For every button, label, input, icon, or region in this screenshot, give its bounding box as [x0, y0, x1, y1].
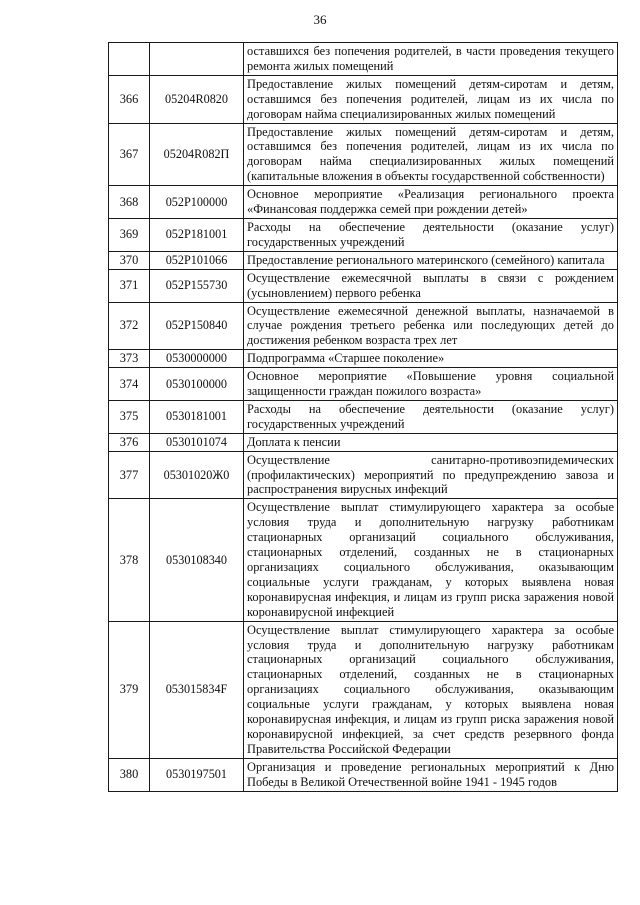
expense-description: Основное мероприятие «Повышение уровня социальной защищенности граждан пожилого возраста»: [244, 368, 618, 401]
row-number: 371: [109, 269, 150, 302]
expense-description: Расходы на обеспечение деятельности (оказание услуг) государственных учреждений: [244, 218, 618, 251]
classification-code: 05204R082П: [150, 123, 244, 186]
budget-classification-table: [108, 42, 618, 792]
table-row: [109, 758, 618, 791]
table-row: [109, 499, 618, 621]
classification-code: 0530000000: [150, 350, 244, 368]
row-number: 380: [109, 758, 150, 791]
table-row: [109, 269, 618, 302]
table-row: [109, 368, 618, 401]
row-number: 377: [109, 451, 150, 499]
table-row: [109, 43, 618, 76]
classification-code: 0530101074: [150, 433, 244, 451]
expense-description: Осуществление выплат стимулирующего характера за особые условия труда и дополнительную нагрузку работникам стационарных организаций социального обслуживания, стационарных отделений, созданных не в стационарных организациях социального обслуживания, оказывающим социальные услуги гражданам, у которых выявлена новая коронавирусная инфекция, и лицам из групп риска заражения новой коронавирусной инфекцией, за счет средств резервного фонда Правительства Российской Федерации: [244, 621, 618, 758]
row-number: 369: [109, 218, 150, 251]
classification-code: 053015834F: [150, 621, 244, 758]
expense-description: Основное мероприятие «Реализация регионального проекта «Финансовая поддержка семей при рождении детей»: [244, 186, 618, 219]
expense-description: Организация и проведение региональных мероприятий к Дню Победы в Великой Отечественной войне 1941 - 1945 годов: [244, 758, 618, 791]
classification-code: 05301020Ж0: [150, 451, 244, 499]
table-row: [109, 218, 618, 251]
row-number: 376: [109, 433, 150, 451]
row-number: 372: [109, 302, 150, 350]
expense-description: Предоставление жилых помещений детям-сиротам и детям, оставшимся без попечения родителей, лицам из их числа по договорам найма специализированных жилых помещений: [244, 75, 618, 123]
classification-code: 0530100000: [150, 368, 244, 401]
classification-code: 052P101066: [150, 251, 244, 269]
table-row: [109, 350, 618, 368]
expense-description: Предоставление регионального материнского (семейного) капитала: [244, 251, 618, 269]
classification-code: [150, 43, 244, 76]
expense-description: Осуществление санитарно-противоэпидемических (профилактических) мероприятий по предупреждению завоза и распространения вирусных инфекций: [244, 451, 618, 499]
row-number: 373: [109, 350, 150, 368]
expense-description: оставшихся без попечения родителей, в части проведения текущего ремонта жилых помещений: [244, 43, 618, 76]
table-row: [109, 302, 618, 350]
table-row: [109, 75, 618, 123]
expense-description: Осуществление ежемесячной выплаты в связи с рождением (усыновлением) первого ребенка: [244, 269, 618, 302]
expense-description: Предоставление жилых помещений детям-сиротам и детям, оставшимся без попечения родителей, лицам из их числа по договорам найма специализированных жилых помещений (капитальные вложения в объекты государственной собственности): [244, 123, 618, 186]
row-number: 370: [109, 251, 150, 269]
row-number: 368: [109, 186, 150, 219]
classification-code: 0530108340: [150, 499, 244, 621]
classification-code: 0530181001: [150, 400, 244, 433]
classification-code: 05204R0820: [150, 75, 244, 123]
row-number: 367: [109, 123, 150, 186]
table-row: [109, 123, 618, 186]
table-row: [109, 251, 618, 269]
table-row: [109, 186, 618, 219]
row-number: 374: [109, 368, 150, 401]
expense-description: Доплата к пенсии: [244, 433, 618, 451]
expense-description: Осуществление выплат стимулирующего характера за особые условия труда и дополнительную нагрузку работникам стационарных организаций социального обслуживания, стационарных отделений, созданных не в стационарных организациях социального обслуживания, оказывающим социальные услуги гражданам, у которых выявлена новая коронавирусная инфекция, и лицам из групп риска заражения новой коронавирусной инфекцией: [244, 499, 618, 621]
classification-code: 052P100000: [150, 186, 244, 219]
table-row: [109, 433, 618, 451]
classification-code: 052P155730: [150, 269, 244, 302]
page-number: 36: [313, 12, 327, 27]
row-number: [109, 43, 150, 76]
table-body: [109, 43, 618, 792]
table-row: [109, 621, 618, 758]
expense-description: Осуществление ежемесячной денежной выплаты, назначаемой в случае рождения третьего ребенка или последующих детей до достижения ребенком возраста трех лет: [244, 302, 618, 350]
table-row: [109, 451, 618, 499]
classification-code: 052P150840: [150, 302, 244, 350]
row-number: 366: [109, 75, 150, 123]
row-number: 375: [109, 400, 150, 433]
classification-code: 0530197501: [150, 758, 244, 791]
row-number: 379: [109, 621, 150, 758]
expense-description: Расходы на обеспечение деятельности (оказание услуг) государственных учреждений: [244, 400, 618, 433]
expense-description: Подпрограмма «Старшее поколение»: [244, 350, 618, 368]
row-number: 378: [109, 499, 150, 621]
classification-code: 052P181001: [150, 218, 244, 251]
table-row: [109, 400, 618, 433]
